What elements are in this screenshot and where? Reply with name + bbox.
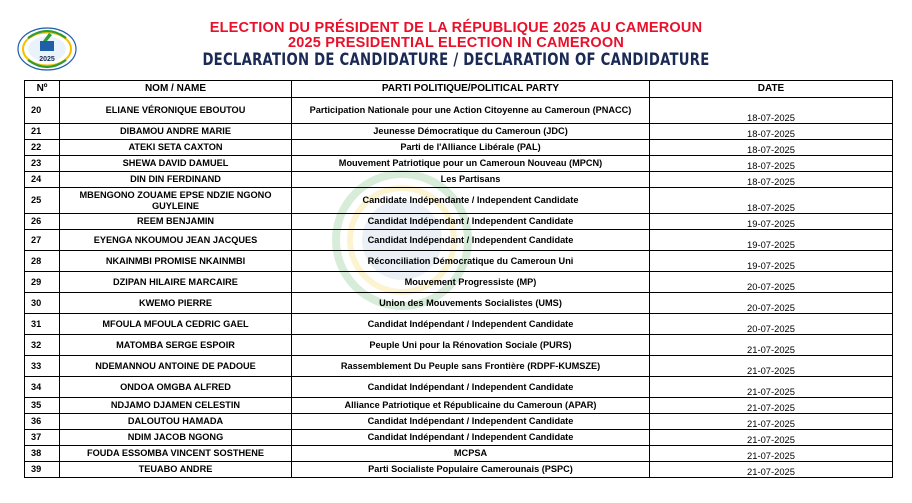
row-date: 18-07-2025 (650, 140, 893, 156)
row-party: Candidat Indépendant / Independent Candidate (292, 414, 650, 430)
row-num: 21 (25, 124, 60, 140)
row-name: MFOULA MFOULA CEDRIC GAEL (60, 314, 292, 335)
row-name: REEM BENJAMIN (60, 214, 292, 230)
row-date: 19-07-2025 (650, 214, 893, 230)
row-party: Rassemblement Du Peuple sans Frontière (RDPF-KUMSZE) (292, 356, 650, 377)
row-date: 20-07-2025 (650, 314, 893, 335)
row-name: DIBAMOU ANDRE MARIE (60, 124, 292, 140)
row-party: Réconciliation Démocratique du Cameroun Uni (292, 251, 650, 272)
table-row (25, 293, 893, 314)
logo-year: 2025 (39, 56, 55, 63)
header-party: PARTI POLITIQUE/POLITICAL PARTY (292, 81, 650, 98)
row-date: 21-07-2025 (650, 414, 893, 430)
table-row (25, 356, 893, 377)
row-date: 18-07-2025 (650, 172, 893, 188)
table-row (25, 188, 893, 214)
row-name: NDEMANNOU ANTOINE DE PADOUE (60, 356, 292, 377)
table-row (25, 172, 893, 188)
row-date: 18-07-2025 (650, 124, 893, 140)
row-date: 19-07-2025 (650, 251, 893, 272)
row-name: SHEWA DAVID DAMUEL (60, 156, 292, 172)
table-row (25, 314, 893, 335)
row-party: Parti Socialiste Populaire Camerounais (PSPC) (292, 462, 650, 478)
row-party: Mouvement Patriotique pour un Cameroun Nouveau (MPCN) (292, 156, 650, 172)
table-row (25, 446, 893, 462)
row-party: Union des Mouvements Socialistes (UMS) (292, 293, 650, 314)
page-title-english: 2025 PRESIDENTIAL ELECTION IN CAMEROON (287, 35, 625, 51)
row-num: 29 (25, 272, 60, 293)
row-party: Participation Nationale pour une Action Citoyenne au Cameroun (PNACC) (292, 98, 650, 124)
header-name: NOM / NAME (60, 81, 292, 98)
row-num: 26 (25, 214, 60, 230)
table-row (25, 140, 893, 156)
table-row (25, 430, 893, 446)
table-row (25, 98, 893, 124)
row-name: NDJAMO DJAMEN CELESTIN (60, 398, 292, 414)
table-row (25, 377, 893, 398)
row-name: DALOUTOU HAMADA (60, 414, 292, 430)
row-date: 18-07-2025 (650, 98, 893, 124)
row-name: MBENGONO ZOUAME EPSE NDZIE NGONO GUYLEINE (60, 188, 292, 214)
row-party: Candidat Indépendant / Independent Candidate (292, 214, 650, 230)
row-date: 19-07-2025 (650, 230, 893, 251)
row-party: Candidat Indépendant / Independent Candidate (292, 377, 650, 398)
row-name: ELIANE VÉRONIQUE EBOUTOU (60, 98, 292, 124)
row-num: 20 (25, 98, 60, 124)
table-row (25, 156, 893, 172)
row-party: Candidate Indépendante / Independent Candidate (292, 188, 650, 214)
row-party: Candidat Indépendant / Independent Candidate (292, 430, 650, 446)
row-name: EYENGA NKOUMOU JEAN JACQUES (60, 230, 292, 251)
row-name: ONDOA OMGBA ALFRED (60, 377, 292, 398)
header-date: DATE (650, 81, 893, 98)
row-party: MCPSA (292, 446, 650, 462)
row-date: 21-07-2025 (650, 335, 893, 356)
row-party: Jeunesse Démocratique du Cameroun (JDC) (292, 124, 650, 140)
row-name: MATOMBA SERGE ESPOIR (60, 335, 292, 356)
row-date: 20-07-2025 (650, 272, 893, 293)
row-date: 21-07-2025 (650, 356, 893, 377)
row-date: 21-07-2025 (650, 377, 893, 398)
row-num: 34 (25, 377, 60, 398)
row-num: 30 (25, 293, 60, 314)
table-row (25, 414, 893, 430)
row-party: Candidat Indépendant / Independent Candidate (292, 314, 650, 335)
row-num: 37 (25, 430, 60, 446)
table-row (25, 272, 893, 293)
table-row (25, 398, 893, 414)
row-name: TEUABO ANDRE (60, 462, 292, 478)
row-party: Parti de l'Alliance Libérale (PAL) (292, 140, 650, 156)
row-num: 38 (25, 446, 60, 462)
page-subtitle: DECLARATION DE CANDIDATURE / DECLARATION OF CANDIDATURE (202, 50, 710, 70)
row-num: 24 (25, 172, 60, 188)
table-row (25, 462, 893, 478)
row-party: Alliance Patriotique et Républicaine du Cameroun (APAR) (292, 398, 650, 414)
table-header-row (25, 81, 893, 98)
row-num: 35 (25, 398, 60, 414)
row-date: 18-07-2025 (650, 188, 893, 214)
row-date: 21-07-2025 (650, 398, 893, 414)
row-name: DIN DIN FERDINAND (60, 172, 292, 188)
header-num: Nº (25, 81, 60, 98)
row-party: Peuple Uni pour la Rénovation Sociale (PURS) (292, 335, 650, 356)
row-name: DZIPAN HILAIRE MARCAIRE (60, 272, 292, 293)
row-num: 31 (25, 314, 60, 335)
row-name: KWEMO PIERRE (60, 293, 292, 314)
row-num: 22 (25, 140, 60, 156)
row-date: 21-07-2025 (650, 462, 893, 478)
row-num: 25 (25, 188, 60, 214)
row-party: Mouvement Progressiste (MP) (292, 272, 650, 293)
row-name: ATEKI SETA CAXTON (60, 140, 292, 156)
row-name: NDIM JACOB NGONG (60, 430, 292, 446)
row-num: 23 (25, 156, 60, 172)
row-date: 21-07-2025 (650, 446, 893, 462)
row-num: 28 (25, 251, 60, 272)
row-date: 21-07-2025 (650, 430, 893, 446)
row-num: 32 (25, 335, 60, 356)
row-name: FOUDA ESSOMBA VINCENT SOSTHENE (60, 446, 292, 462)
candidates-table (24, 80, 893, 478)
table-row (25, 124, 893, 140)
table-row (25, 251, 893, 272)
row-party: Les Partisans (292, 172, 650, 188)
row-party: Candidat Indépendant / Independent Candidate (292, 230, 650, 251)
row-num: 39 (25, 462, 60, 478)
row-date: 20-07-2025 (650, 293, 893, 314)
row-date: 18-07-2025 (650, 156, 893, 172)
row-num: 33 (25, 356, 60, 377)
page-title-french: ELECTION DU PRÉSIDENT DE LA RÉPUBLIQUE 2025 AU CAMEROUN (209, 20, 703, 36)
row-num: 36 (25, 414, 60, 430)
table-row (25, 230, 893, 251)
row-num: 27 (25, 230, 60, 251)
row-name: NKAINMBI PROMISE NKAINMBI (60, 251, 292, 272)
table-row (25, 335, 893, 356)
table-row (25, 214, 893, 230)
